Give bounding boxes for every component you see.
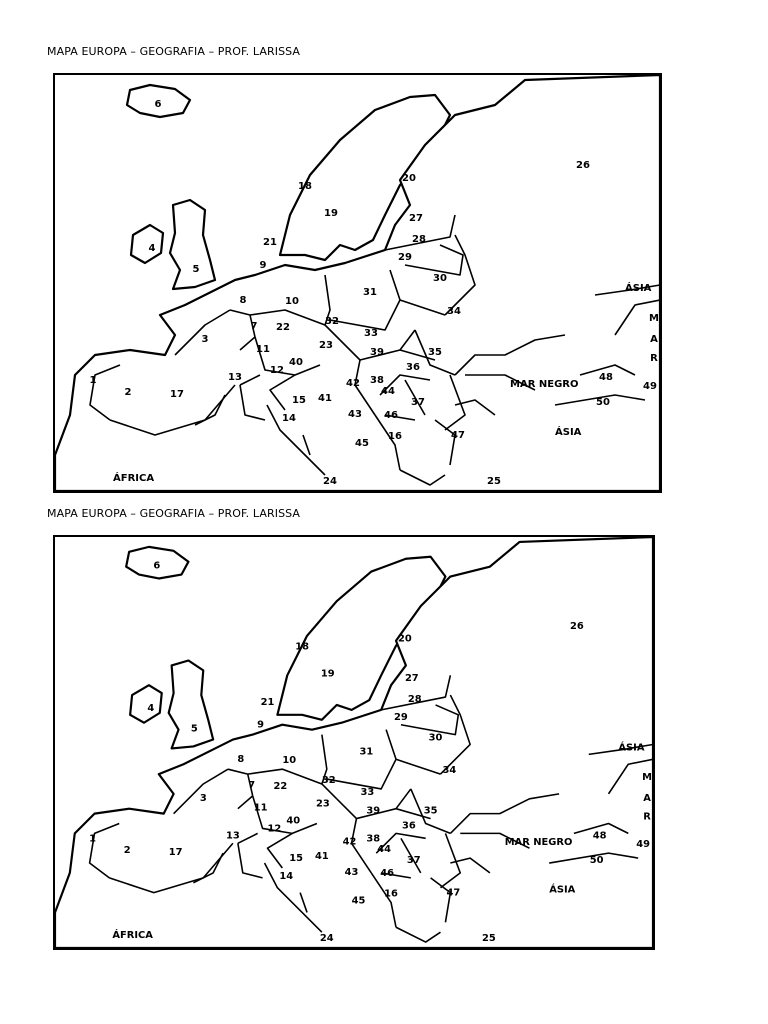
country-number-label: 40 <box>286 815 301 827</box>
country-number-label: 32 <box>321 775 336 787</box>
country-number-label: 29 <box>398 252 412 263</box>
landmass-outline <box>130 685 162 723</box>
country-number-label: 42 <box>342 836 357 848</box>
country-number-label: 20 <box>398 633 412 645</box>
region-label: MAR NEGRO <box>504 837 573 849</box>
region-label: ÁSIA <box>625 283 652 294</box>
country-number-label: 26 <box>570 620 584 632</box>
country-number-label: 16 <box>384 888 398 900</box>
country-number-label: 19 <box>320 668 335 680</box>
country-number-label: 35 <box>428 347 442 358</box>
country-number-label: 46 <box>384 410 398 421</box>
landmass-outline <box>131 225 163 263</box>
country-number-label: 31 <box>363 287 377 298</box>
country-number-label: 15 <box>289 853 304 865</box>
country-number-label: 1 <box>89 833 96 845</box>
country-number-label: 7 <box>250 321 258 332</box>
country-number-label: 49 <box>636 839 650 851</box>
country-number-label: 14 <box>282 413 296 424</box>
country-number-label: 9 <box>257 719 265 731</box>
country-number-label: 37 <box>406 855 421 867</box>
country-number-label: 30 <box>428 732 443 744</box>
country-number-label: 45 <box>351 895 366 907</box>
country-number-label: 22 <box>276 322 290 333</box>
region-label: ÁSIA <box>555 427 582 438</box>
region-label: ÁFRICA <box>112 930 153 942</box>
country-number-label: 34 <box>442 765 457 777</box>
country-number-label: 50 <box>589 855 604 867</box>
country-number-label: 36 <box>401 820 416 832</box>
country-number-label: 42 <box>346 378 360 389</box>
country-number-label: 24 <box>319 933 334 945</box>
country-number-label: 23 <box>319 340 333 351</box>
country-number-label: 24 <box>323 476 337 487</box>
country-number-label: 19 <box>324 208 338 219</box>
country-number-label: 7 <box>248 779 256 791</box>
country-number-label: 2 <box>124 387 132 398</box>
country-number-label: 18 <box>298 181 312 192</box>
country-number-label: 34 <box>447 306 461 317</box>
country-number-label: 38 <box>366 833 381 845</box>
country-number-label: 8 <box>237 754 245 766</box>
landmass-outline <box>169 660 213 748</box>
country-number-label: 45 <box>355 438 369 449</box>
country-number-label: 14 <box>279 870 294 882</box>
country-number-label: 25 <box>482 933 496 945</box>
region-label: ÁSIA <box>618 742 645 754</box>
country-number-label: 1 <box>89 375 97 386</box>
country-number-label: 4 <box>147 702 155 714</box>
country-number-label: 9 <box>259 260 267 271</box>
country-number-label: 49 <box>643 381 657 392</box>
country-number-label: 33 <box>360 786 375 798</box>
region-label: A <box>643 792 651 804</box>
country-number-label: 35 <box>423 805 438 817</box>
country-number-label: 44 <box>381 386 395 397</box>
country-number-label: 33 <box>364 328 378 339</box>
country-number-label: 5 <box>190 723 198 735</box>
country-number-label: 17 <box>168 847 183 859</box>
country-number-label: 25 <box>487 476 501 487</box>
country-number-label: 21 <box>260 696 275 708</box>
region-label: ÁSIA <box>549 884 576 896</box>
country-number-label: 8 <box>239 295 247 306</box>
country-number-label: 37 <box>411 397 425 408</box>
country-number-label: 46 <box>380 867 394 879</box>
country-number-label: 30 <box>433 273 447 284</box>
country-number-label: 10 <box>282 755 297 767</box>
region-label: A <box>650 334 658 345</box>
europe-map-1-svg <box>55 75 660 491</box>
country-number-label: 6 <box>154 99 162 110</box>
country-number-label: 20 <box>402 173 416 184</box>
country-number-label: 23 <box>315 798 330 810</box>
country-number-label: 22 <box>273 780 288 792</box>
region-label: M <box>642 772 652 784</box>
country-number-label: 18 <box>295 641 309 653</box>
country-number-label: 13 <box>228 372 242 383</box>
landmass-outline <box>170 200 215 289</box>
country-number-label: 21 <box>263 237 277 248</box>
country-number-label: 47 <box>446 887 461 899</box>
country-number-label: 11 <box>253 802 268 814</box>
country-number-label: 47 <box>451 430 465 441</box>
country-number-label: 41 <box>314 851 329 863</box>
country-number-label: 38 <box>370 375 384 386</box>
country-number-label: 48 <box>592 830 607 842</box>
country-number-label: 16 <box>388 431 402 442</box>
country-number-label: 43 <box>348 409 362 420</box>
country-number-label: 12 <box>270 365 284 376</box>
country-number-label: 32 <box>325 316 339 327</box>
country-number-label: 31 <box>359 746 374 758</box>
europe-map-2-svg <box>55 537 653 948</box>
region-label: R <box>643 811 651 823</box>
country-number-label: 5 <box>192 264 200 275</box>
worksheet-heading-1: MAPA EUROPA – GEOGRAFIA – PROF. LARISSA <box>47 45 301 58</box>
country-number-label: 41 <box>318 393 332 404</box>
country-number-label: 43 <box>344 866 359 878</box>
country-number-label: 44 <box>377 844 392 856</box>
country-number-label: 13 <box>226 830 240 842</box>
region-label: ÁFRICA <box>113 473 155 484</box>
country-number-label: 36 <box>406 362 420 373</box>
country-number-label: 48 <box>599 372 613 383</box>
country-number-label: 40 <box>289 357 303 368</box>
country-number-label: 10 <box>285 296 299 307</box>
country-number-label: 12 <box>267 823 282 835</box>
country-number-label: 27 <box>409 213 423 224</box>
country-number-label: 6 <box>153 560 161 572</box>
country-number-label: 39 <box>366 805 381 817</box>
country-number-label: 28 <box>412 234 426 245</box>
country-number-label: 39 <box>370 347 384 358</box>
country-number-label: 3 <box>201 334 209 345</box>
country-number-label: 3 <box>199 792 207 804</box>
country-number-label: 28 <box>407 693 422 705</box>
worksheet-heading-2: MAPA EUROPA – GEOGRAFIA – PROF. LARISSA <box>47 507 301 520</box>
region-label: MAR NEGRO <box>510 379 579 390</box>
europe-map-2 <box>53 535 655 950</box>
region-label: R <box>650 353 658 364</box>
region-label: M <box>649 313 659 324</box>
country-number-label: 50 <box>596 397 610 408</box>
country-number-label: 11 <box>256 344 270 355</box>
country-number-label: 29 <box>394 711 408 723</box>
country-number-label: 2 <box>123 845 131 857</box>
country-number-label: 27 <box>404 673 419 685</box>
country-number-label: 17 <box>170 389 184 400</box>
country-number-label: 15 <box>292 395 306 406</box>
country-number-label: 4 <box>148 243 156 254</box>
europe-map-1 <box>53 73 662 493</box>
country-number-label: 26 <box>576 160 590 171</box>
